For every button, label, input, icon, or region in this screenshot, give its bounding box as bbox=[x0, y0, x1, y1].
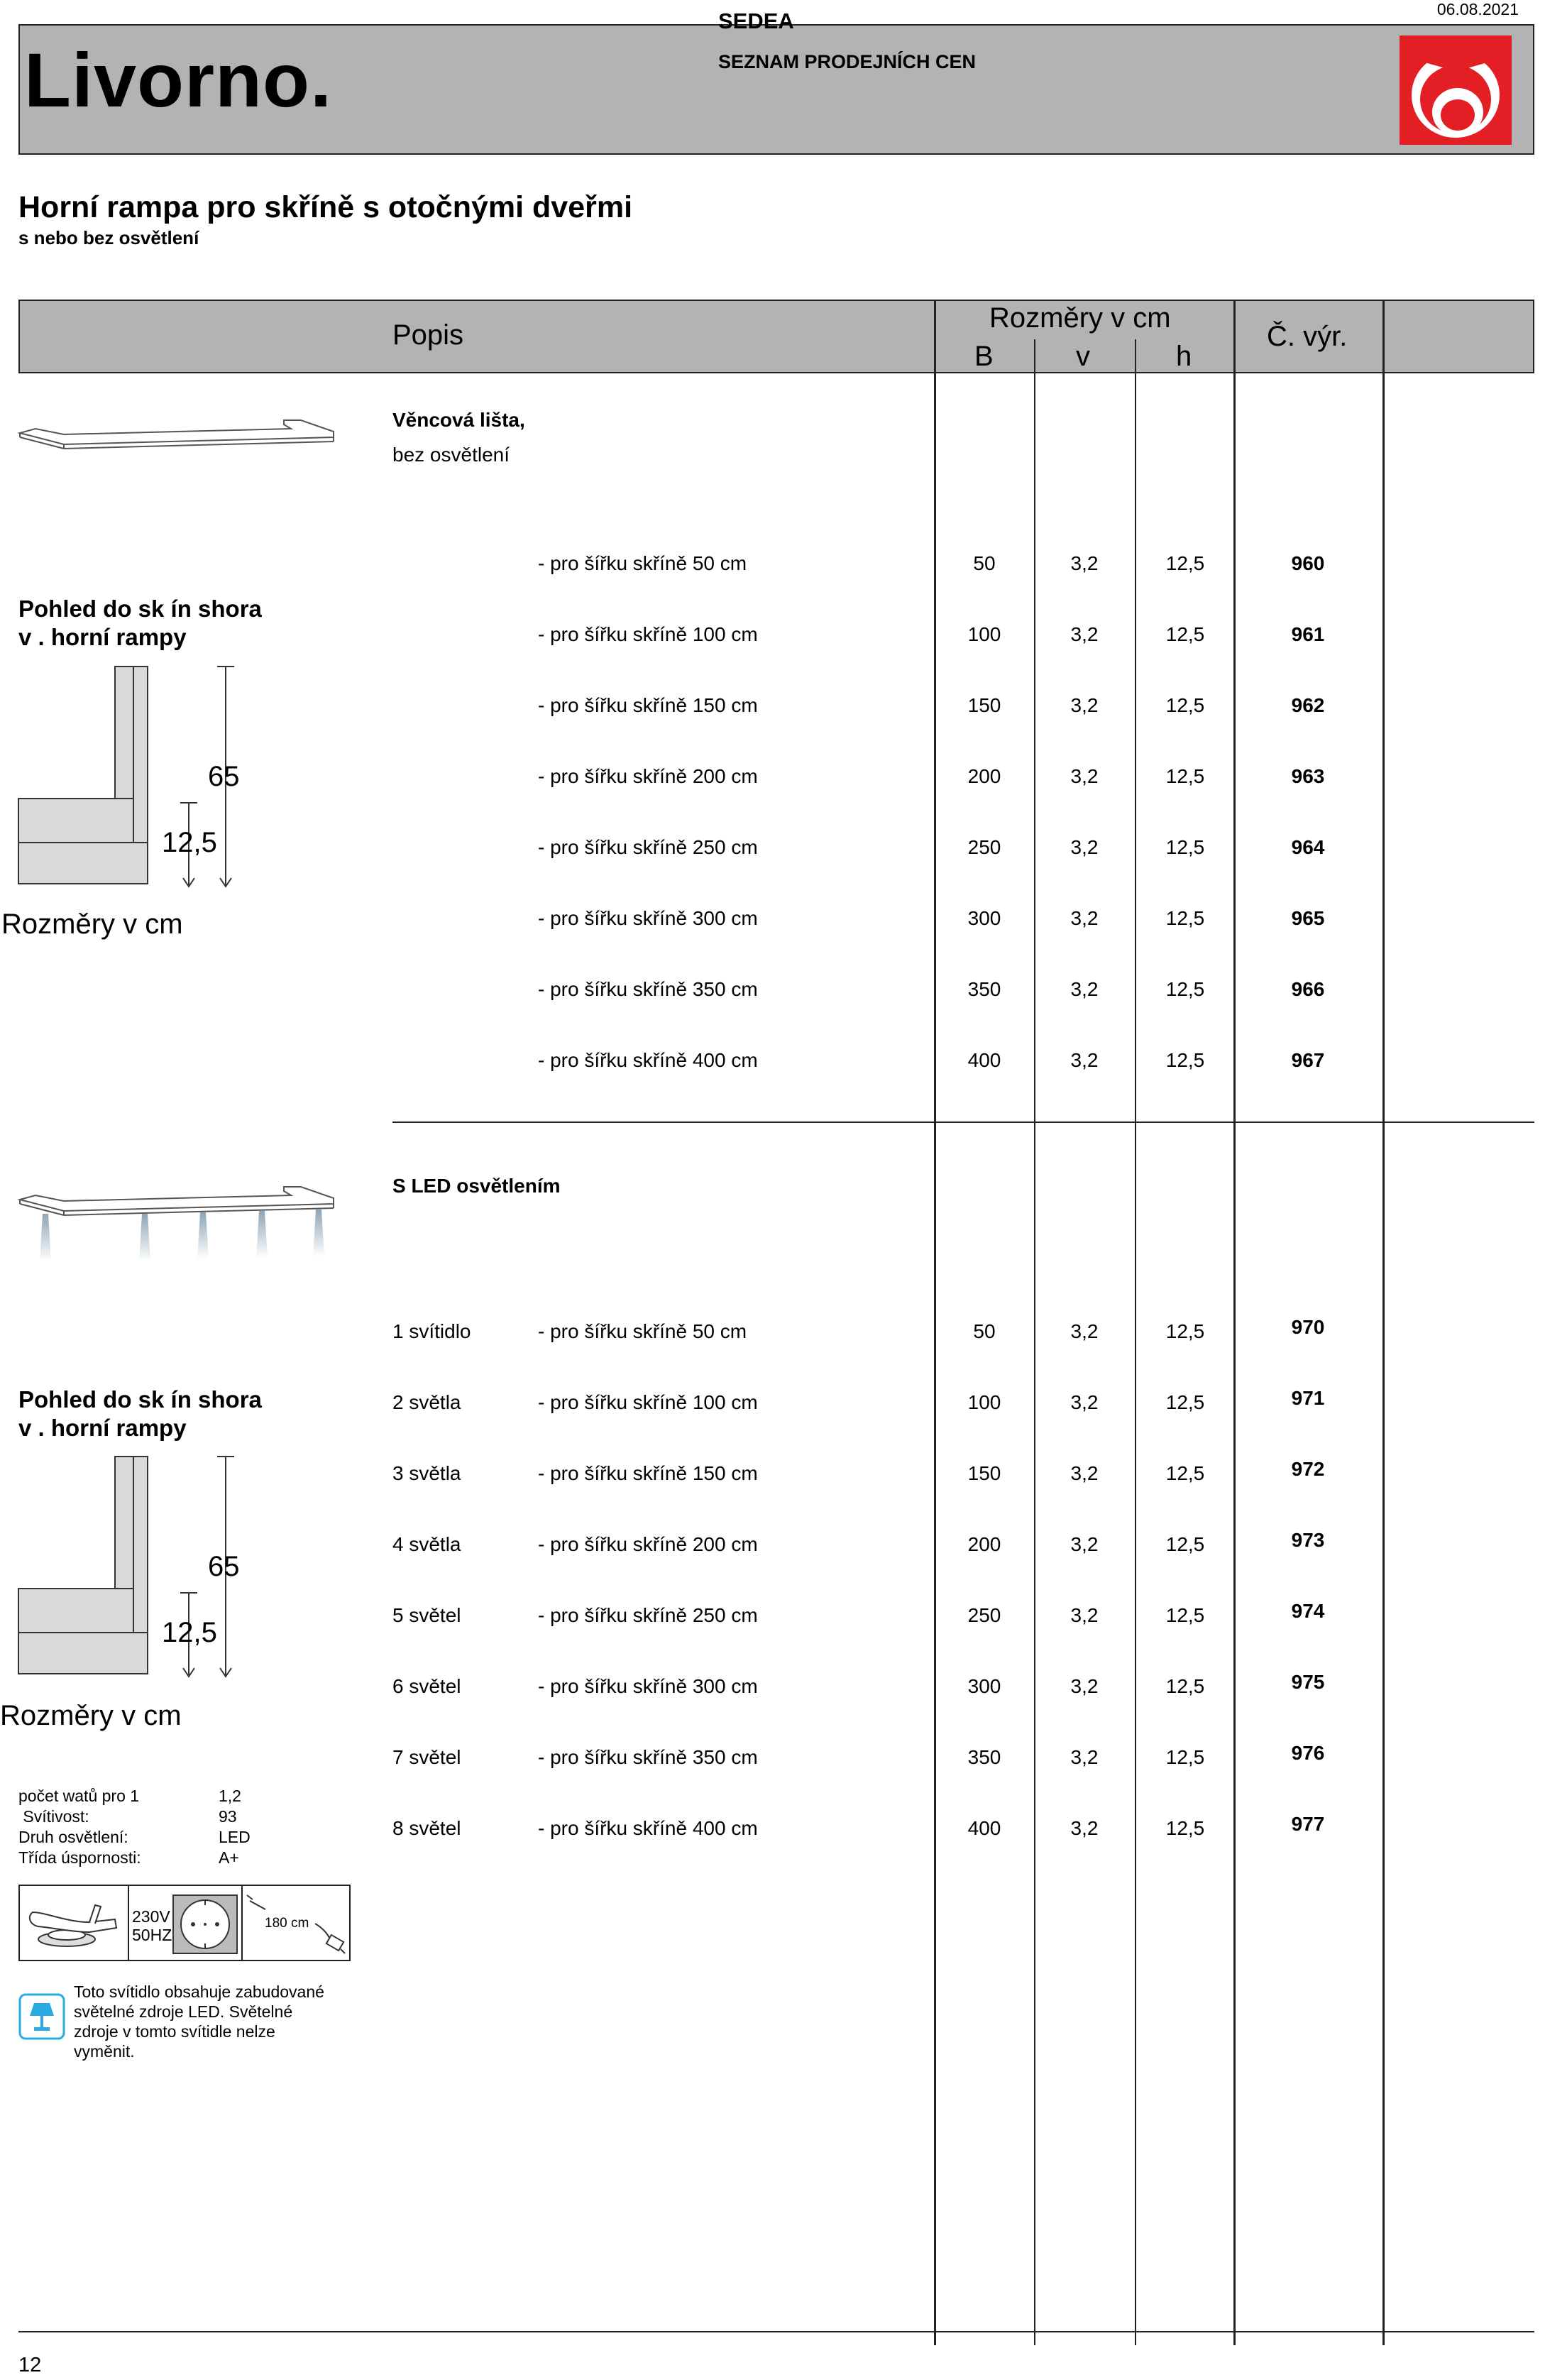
col-b: B bbox=[974, 341, 994, 372]
row-description: - pro šířku skříně 200 cm bbox=[538, 765, 758, 787]
row-description: - pro šířku skříně 350 cm bbox=[538, 978, 758, 1000]
view-title-2: Pohled do sk ín shora bbox=[18, 1386, 262, 1413]
led-note-line: Toto svítidlo obsahuje zabudované bbox=[74, 1983, 324, 2001]
article-number: 974 bbox=[1291, 1600, 1325, 1622]
socket-icon bbox=[172, 1894, 238, 1955]
row-depth: 3,2 bbox=[1070, 836, 1099, 858]
row-height: 12,5 bbox=[1165, 978, 1205, 1000]
article-number: 966 bbox=[1291, 978, 1325, 1000]
spec-value: 93 bbox=[219, 1807, 237, 1826]
row-depth: 3,2 bbox=[1070, 1604, 1099, 1626]
spec-value: 1,2 bbox=[219, 1787, 241, 1805]
row-depth: 3,2 bbox=[1070, 1462, 1099, 1484]
row-width: 400 bbox=[967, 1049, 1001, 1071]
article-number: 977 bbox=[1291, 1813, 1325, 1835]
row-description: - pro šířku skříně 400 cm bbox=[538, 1817, 758, 1839]
row-depth: 3,2 bbox=[1070, 552, 1099, 574]
row-light-count: 5 světel bbox=[392, 1604, 461, 1626]
cable-length: 180 cm bbox=[265, 1916, 309, 1931]
column-line bbox=[1135, 372, 1136, 2345]
row-description: - pro šířku skříně 250 cm bbox=[538, 1604, 758, 1626]
row-width: 100 bbox=[967, 1391, 1001, 1413]
row-light-count: 4 světla bbox=[392, 1533, 461, 1555]
col-v: v bbox=[1076, 341, 1090, 372]
row-depth: 3,2 bbox=[1070, 1533, 1099, 1555]
row-depth: 3,2 bbox=[1070, 1675, 1099, 1697]
col-popis: Popis bbox=[392, 319, 464, 351]
column-line bbox=[1034, 372, 1035, 2345]
lamp-icon bbox=[18, 1993, 65, 2040]
article-number: 967 bbox=[1291, 1049, 1325, 1071]
row-height: 12,5 bbox=[1165, 907, 1205, 929]
row-depth: 3,2 bbox=[1070, 623, 1099, 645]
page-subtitle: s nebo bez osvětlení bbox=[18, 227, 199, 248]
row-description: - pro šířku skříně 100 cm bbox=[538, 1391, 758, 1413]
dims-label: Rozměry v cm bbox=[0, 1700, 182, 1731]
article-number: 965 bbox=[1291, 907, 1325, 929]
foot-switch-icon bbox=[24, 1891, 123, 1955]
spec-label: počet watů pro 1 bbox=[18, 1787, 140, 1805]
header-divider bbox=[1034, 339, 1035, 372]
row-width: 350 bbox=[967, 1746, 1001, 1768]
row-width: 250 bbox=[967, 836, 1001, 858]
power-box-divider bbox=[128, 1885, 129, 1961]
section1-subtitle: bez osvětlení bbox=[392, 444, 510, 466]
section2-title: S LED osvětlením bbox=[392, 1175, 561, 1197]
row-width: 150 bbox=[967, 694, 1001, 716]
led-note bbox=[74, 1982, 324, 2061]
column-line bbox=[1382, 300, 1385, 2345]
plug-cable-icon bbox=[244, 1888, 349, 1958]
dim-65: 65 bbox=[208, 1551, 240, 1582]
print-date: 06.08.2021 bbox=[1436, 0, 1519, 18]
row-description: - pro šířku skříně 150 cm bbox=[538, 1462, 758, 1484]
row-width: 250 bbox=[967, 1604, 1001, 1626]
row-width: 300 bbox=[967, 907, 1001, 929]
spec-value: A+ bbox=[219, 1848, 239, 1867]
article-number: 962 bbox=[1291, 694, 1325, 716]
dim-12-5: 12,5 bbox=[162, 827, 217, 858]
row-depth: 3,2 bbox=[1070, 765, 1099, 787]
article-number: 960 bbox=[1291, 552, 1325, 574]
row-light-count: 8 světel bbox=[392, 1817, 461, 1839]
row-description: - pro šířku skříně 400 cm bbox=[538, 1049, 758, 1071]
row-description: - pro šířku skříně 300 cm bbox=[538, 1675, 758, 1697]
brand-name: SEDEA bbox=[718, 9, 794, 33]
row-height: 12,5 bbox=[1165, 1817, 1205, 1839]
section1-title: Věncová lišta, bbox=[392, 409, 525, 431]
row-height: 12,5 bbox=[1165, 1746, 1205, 1768]
row-height: 12,5 bbox=[1165, 1675, 1205, 1697]
row-height: 12,5 bbox=[1165, 1604, 1205, 1626]
frequency-label: 50HZ bbox=[132, 1926, 172, 1944]
row-depth: 3,2 bbox=[1070, 1746, 1099, 1768]
cornice-illustration bbox=[14, 406, 341, 457]
row-description: - pro šířku skříně 350 cm bbox=[538, 1746, 758, 1768]
view-title-1: Pohled do sk ín shora bbox=[18, 596, 262, 622]
row-depth: 3,2 bbox=[1070, 1320, 1099, 1342]
row-width: 50 bbox=[973, 1320, 996, 1342]
dim-65: 65 bbox=[208, 761, 240, 792]
spec-label: Třída úspornosti: bbox=[18, 1848, 141, 1867]
row-depth: 3,2 bbox=[1070, 1817, 1099, 1839]
row-description: - pro šířku skříně 50 cm bbox=[538, 1320, 747, 1342]
dim-12-5: 12,5 bbox=[162, 1617, 217, 1648]
section-divider bbox=[392, 1122, 1534, 1123]
row-description: - pro šířku skříně 50 cm bbox=[538, 552, 747, 574]
row-light-count: 7 světel bbox=[392, 1746, 461, 1768]
row-description: - pro šířku skříně 250 cm bbox=[538, 836, 758, 858]
row-description: - pro šířku skříně 200 cm bbox=[538, 1533, 758, 1555]
row-light-count: 6 světel bbox=[392, 1675, 461, 1697]
article-number: 975 bbox=[1291, 1671, 1325, 1693]
dims-label: Rozměry v cm bbox=[1, 909, 183, 940]
row-description: - pro šířku skříně 300 cm bbox=[538, 907, 758, 929]
row-height: 12,5 bbox=[1165, 765, 1205, 787]
row-height: 12,5 bbox=[1165, 1320, 1205, 1342]
col-cislo: Č. výr. bbox=[1267, 321, 1348, 352]
row-light-count: 2 světla bbox=[392, 1391, 461, 1413]
row-width: 50 bbox=[973, 552, 996, 574]
row-depth: 3,2 bbox=[1070, 978, 1099, 1000]
article-number: 976 bbox=[1291, 1742, 1325, 1764]
brand-logo bbox=[1400, 35, 1512, 145]
price-list-label: SEZNAM PRODEJNÍCH CEN bbox=[718, 51, 977, 72]
row-height: 12,5 bbox=[1165, 694, 1205, 716]
header-divider bbox=[1135, 339, 1136, 372]
article-number: 964 bbox=[1291, 836, 1325, 858]
row-width: 150 bbox=[967, 1462, 1001, 1484]
article-number: 963 bbox=[1291, 765, 1325, 787]
spec-label: Druh osvětlení: bbox=[18, 1828, 128, 1846]
row-width: 350 bbox=[967, 978, 1001, 1000]
row-description: - pro šířku skříně 100 cm bbox=[538, 623, 758, 645]
column-line bbox=[934, 300, 936, 2345]
article-number: 973 bbox=[1291, 1529, 1325, 1551]
bottom-rule bbox=[18, 2331, 1534, 2332]
col-rozmery: Rozměry v cm bbox=[989, 302, 1171, 334]
row-height: 12,5 bbox=[1165, 623, 1205, 645]
row-width: 200 bbox=[967, 765, 1001, 787]
row-height: 12,5 bbox=[1165, 836, 1205, 858]
row-depth: 3,2 bbox=[1070, 907, 1099, 929]
row-height: 12,5 bbox=[1165, 1533, 1205, 1555]
row-width: 200 bbox=[967, 1533, 1001, 1555]
row-height: 12,5 bbox=[1165, 552, 1205, 574]
row-description: - pro šířku skříně 150 cm bbox=[538, 694, 758, 716]
led-note-line: zdroje v tomto svítidle nelze bbox=[74, 2022, 275, 2041]
series-name: Livorno. bbox=[24, 37, 332, 123]
column-line bbox=[1233, 300, 1236, 2345]
article-number: 970 bbox=[1291, 1316, 1325, 1338]
spec-value: LED bbox=[219, 1828, 251, 1846]
row-width: 400 bbox=[967, 1817, 1001, 1839]
row-height: 12,5 bbox=[1165, 1391, 1205, 1413]
row-depth: 3,2 bbox=[1070, 1049, 1099, 1071]
row-light-count: 3 světla bbox=[392, 1462, 461, 1484]
article-number: 972 bbox=[1291, 1458, 1325, 1480]
view-subtitle-2: v . horní rampy bbox=[18, 1415, 187, 1441]
row-light-count: 1 svítidlo bbox=[392, 1320, 471, 1342]
led-note-line: světelné zdroje LED. Světelné bbox=[74, 2002, 293, 2021]
col-h: h bbox=[1176, 341, 1192, 372]
power-box-divider bbox=[241, 1885, 243, 1961]
row-width: 100 bbox=[967, 623, 1001, 645]
row-depth: 3,2 bbox=[1070, 694, 1099, 716]
row-depth: 3,2 bbox=[1070, 1391, 1099, 1413]
led-note-line: vyměnit. bbox=[74, 2042, 135, 2061]
spec-label: Svítivost: bbox=[18, 1807, 89, 1826]
article-number: 961 bbox=[1291, 623, 1325, 645]
page-number: 12 bbox=[18, 2354, 42, 2376]
voltage-label: 230V bbox=[132, 1907, 170, 1926]
row-height: 12,5 bbox=[1165, 1462, 1205, 1484]
page-title: Horní rampa pro skříně s otočnými dveřmi bbox=[18, 190, 633, 224]
article-number: 971 bbox=[1291, 1387, 1325, 1409]
led-cornice-illustration bbox=[14, 1173, 341, 1265]
row-width: 300 bbox=[967, 1675, 1001, 1697]
row-height: 12,5 bbox=[1165, 1049, 1205, 1071]
view-subtitle-1: v . horní rampy bbox=[18, 624, 187, 650]
